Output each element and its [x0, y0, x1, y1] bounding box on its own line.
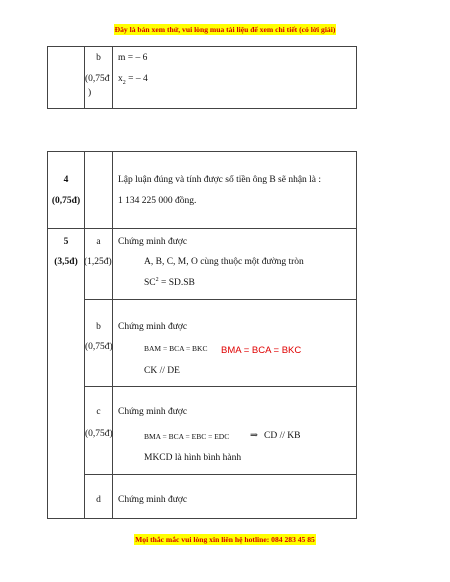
- points-label: (0,75đ): [85, 342, 113, 352]
- preview-banner-text: Đây là bản xem thử, vui lòng mua tài liệu để xem chi tiết (có lời giải): [114, 25, 336, 34]
- cell-part: [85, 300, 113, 387]
- answer-line: CK // DE: [144, 366, 180, 376]
- cell-content: [113, 152, 357, 229]
- cell-content: [113, 300, 357, 387]
- cell-empty: [85, 152, 113, 229]
- cell-part: [85, 47, 113, 109]
- cell-part: [85, 229, 113, 300]
- cell-empty: [48, 47, 85, 109]
- answer-table-continued: [47, 46, 357, 109]
- hotline-banner-text: Mọi thắc mắc vui lòng xin liên hệ hotline: 084 283 45 85: [135, 535, 315, 544]
- hotline-banner: [0, 535, 450, 544]
- part-label: c: [96, 407, 101, 417]
- points-label-end: ): [88, 88, 92, 98]
- part-label: b: [96, 322, 101, 332]
- points-label: (0,75đ): [85, 429, 113, 439]
- answer-line: 1 134 225 000 đồng.: [118, 196, 197, 206]
- answer-line: m = – 6: [118, 53, 148, 63]
- part-label: b: [96, 53, 101, 63]
- cell-content: [113, 47, 357, 109]
- formula: BAM = BCA = BKC: [144, 344, 208, 353]
- question-number: 5: [63, 237, 69, 247]
- part-label: a: [96, 237, 101, 247]
- answer-line: MKCD là hình bình hành: [144, 453, 242, 463]
- cell-part: [85, 387, 113, 475]
- question-cell: [48, 152, 85, 229]
- answer-line: $SC^2 = SD.SB$: [144, 277, 195, 289]
- answer-line: CD // KB: [264, 431, 301, 441]
- cell-content: [113, 475, 357, 519]
- formula-highlight: BMA = BCA = BKC: [221, 345, 302, 356]
- answer-line: Chứng minh được: [118, 237, 188, 247]
- question-points: (0,75đ): [51, 196, 81, 206]
- part-label: d: [96, 495, 101, 505]
- answer-line: Lập luận đúng và tính được số tiền ông B sẽ nhận là :: [118, 175, 322, 185]
- answer-line: Chứng minh được: [118, 407, 188, 417]
- question-number: 4: [63, 175, 69, 185]
- answer-table: [47, 151, 357, 519]
- question-cell: [48, 229, 85, 519]
- answer-line: Chứng minh được: [118, 495, 188, 505]
- formula: BMA = BCA = EBC = EDC: [144, 432, 230, 441]
- cell-content: [113, 387, 357, 475]
- cell-part: [85, 475, 113, 519]
- answer-line: A, B, C, M, O cùng thuộc một đường tròn: [144, 257, 304, 267]
- cell-content: [113, 229, 357, 300]
- answer-line: $x_2$ = – 4: [118, 74, 148, 86]
- implies-arrow: ⇒: [250, 431, 258, 441]
- points-label: (1,25đ): [84, 257, 112, 267]
- preview-banner: [0, 25, 450, 34]
- question-points: (3,5đ): [54, 257, 78, 267]
- points-label: (0,75đ: [85, 74, 110, 84]
- answer-line: Chứng minh được: [118, 322, 188, 332]
